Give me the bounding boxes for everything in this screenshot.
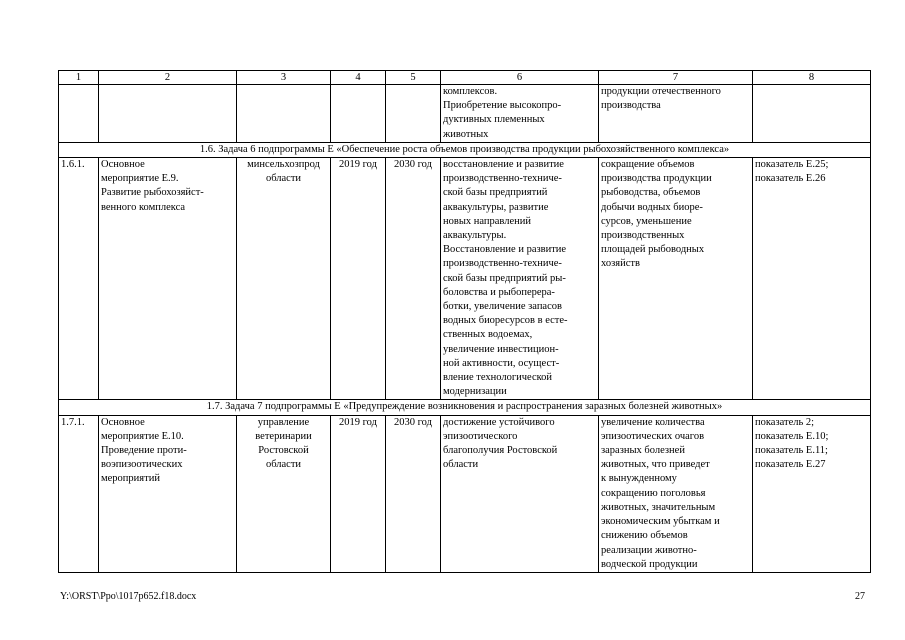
cell-line: Основное (101, 416, 145, 428)
cell-line: рыбоводства, объемов (601, 187, 701, 199)
cell-line: показатель 2; (755, 416, 815, 428)
cell-line: ной активности, осущест- (443, 357, 560, 369)
table-row (59, 158, 871, 400)
cell-line: заразных болезней (601, 445, 685, 457)
cell-line: области (443, 459, 479, 471)
cell-line: мероприятие Е.10. (101, 430, 184, 442)
cell-indicators (753, 415, 871, 572)
cell-consequences (599, 85, 753, 143)
cell-line: благополучия Ростовской (443, 445, 558, 457)
table-row (59, 85, 871, 143)
cell-line: боловства и рыбоперера- (443, 286, 555, 298)
cell-line: сокращению поголовья (601, 487, 706, 499)
cell-line: водческой продукции (601, 558, 698, 570)
cell-number (59, 85, 99, 143)
section-row (59, 142, 871, 157)
cell-line: 2019 год (339, 416, 377, 428)
table-row (59, 415, 871, 572)
cell-start-year (331, 85, 386, 143)
cell-line: вление технологической (443, 372, 553, 384)
cell-line: эпизоотического (443, 430, 518, 442)
cell-line: восстановление и развитие (443, 159, 564, 171)
cell-line: хозяйств (601, 258, 640, 270)
header-cell-6: 6 (441, 71, 599, 85)
cell-line: 2030 год (394, 416, 432, 428)
cell-line: области (265, 173, 302, 185)
header-row (59, 71, 871, 85)
header-cell-4: 4 (331, 71, 386, 85)
cell-line: ственных водоемах, (443, 329, 533, 341)
footer-page-number: 27 (855, 591, 865, 602)
cell-line: площадей рыбоводных (601, 244, 705, 256)
cell-line: управление (257, 416, 310, 428)
cell-line: сурсов, уменьшение (601, 215, 692, 227)
cell-line: ской базы предприятий (443, 187, 548, 199)
cell-start-year (331, 158, 386, 400)
cell-line: производственно-техниче- (443, 173, 562, 185)
cell-line: экономическим убыткам и (601, 516, 720, 528)
cell-line: показатель Е.11; (755, 445, 828, 457)
header-cell-3: 3 (237, 71, 331, 85)
cell-executor (237, 415, 331, 572)
cell-line: Развитие рыбохозяйст- (101, 187, 204, 199)
header-cell-1: 1 (59, 71, 99, 85)
cell-line: производственных (601, 230, 685, 242)
cell-measure-name (99, 158, 237, 400)
cell-line: мероприятие Е.9. (101, 173, 179, 185)
cell-executor (237, 158, 331, 400)
cell-line: показатель Е.27 (755, 459, 826, 471)
cell-line: 1.6.1. (61, 159, 85, 171)
cell-line: модернизации (443, 386, 507, 398)
cell-number (59, 158, 99, 400)
cell-line: животных (443, 128, 489, 140)
cell-line: мероприятий (101, 473, 160, 485)
cell-line: воэпизоотических (101, 459, 183, 471)
cell-expected-result (441, 85, 599, 143)
cell-line: снижению объемов (601, 530, 688, 542)
cell-line: увеличение количества (601, 416, 705, 428)
cell-number (59, 415, 99, 572)
cell-line: водных биоресурсов в есте- (443, 315, 568, 327)
header-cell-8: 8 (753, 71, 871, 85)
cell-line: Основное (101, 159, 145, 171)
cell-line: Проведение проти- (101, 445, 187, 457)
cell-line: животных, что приведет (601, 459, 710, 471)
cell-line: Приобретение высокопро- (443, 100, 562, 112)
header-cell-2: 2 (99, 71, 237, 85)
cell-line: 2019 год (339, 159, 377, 171)
cell-indicators (753, 158, 871, 400)
cell-expected-result (441, 415, 599, 572)
cell-line: достижение устойчивого (443, 416, 555, 428)
cell-line: показатель Е.25; (755, 159, 829, 171)
cell-line: аквакультуры, развитие (443, 201, 549, 213)
cell-measure-name (99, 85, 237, 143)
cell-line: производственно-техниче- (443, 258, 562, 270)
cell-line: показатель Е.26 (755, 173, 826, 185)
cell-end-year (386, 85, 441, 143)
cell-line: добычи водных биоре- (601, 201, 703, 213)
cell-line: показатель Е.10; (755, 430, 829, 442)
cell-expected-result (441, 158, 599, 400)
cell-line: ботки, увеличение запасов (443, 301, 562, 313)
cell-line: сокращение объемов (601, 159, 695, 171)
cell-line: 1.7.1. (61, 416, 85, 428)
cell-line: комплексов. (443, 86, 498, 97)
cell-line: минсельхозпрод (247, 159, 320, 171)
section-title: 1.6. Задача 6 подпрограммы Е «Обеспечение роста объемов производства продукции рыбохозяйственного комплекса» (59, 142, 871, 157)
cell-line: производства продукции (601, 173, 712, 185)
cell-line: животных, значительным (601, 501, 716, 513)
cell-consequences (599, 415, 753, 572)
cell-line: венного комплекса (101, 201, 186, 213)
cell-consequences (599, 158, 753, 400)
cell-line: производства (601, 100, 661, 112)
cell-line: аквакультуры. (443, 230, 507, 242)
cell-line: Ростовской (258, 445, 309, 457)
cell-line: ветеринарии (255, 430, 312, 442)
cell-line: новых направлений (443, 215, 532, 227)
cell-line: Восстановление и развитие (443, 244, 567, 256)
header-cell-7: 7 (599, 71, 753, 85)
header-cell-5: 5 (386, 71, 441, 85)
cell-line: 2030 год (394, 159, 432, 171)
cell-line: дуктивных племенных (443, 114, 545, 126)
cell-end-year (386, 158, 441, 400)
cell-measure-name (99, 415, 237, 572)
section-title: 1.7. Задача 7 подпрограммы Е «Предупреждение возникновения и распространения заразных болезней животных» (59, 400, 871, 415)
cell-line: реализации животно- (601, 544, 697, 556)
cell-indicators (753, 85, 871, 143)
footer-file-path: Y:\ORST\Ppo\1017p652.f18.docx (60, 591, 197, 602)
cell-executor (237, 85, 331, 143)
section-row (59, 400, 871, 415)
cell-line: к вынужденному (601, 473, 677, 485)
cell-line: увеличение инвестицион- (443, 343, 559, 355)
cell-start-year (331, 415, 386, 572)
cell-line: продукции отечественного (601, 86, 721, 97)
program-table (58, 70, 871, 573)
cell-line: области (265, 459, 302, 471)
cell-line: эпизоотических очагов (601, 430, 705, 442)
cell-line: ской базы предприятий ры- (443, 272, 566, 284)
cell-end-year (386, 415, 441, 572)
